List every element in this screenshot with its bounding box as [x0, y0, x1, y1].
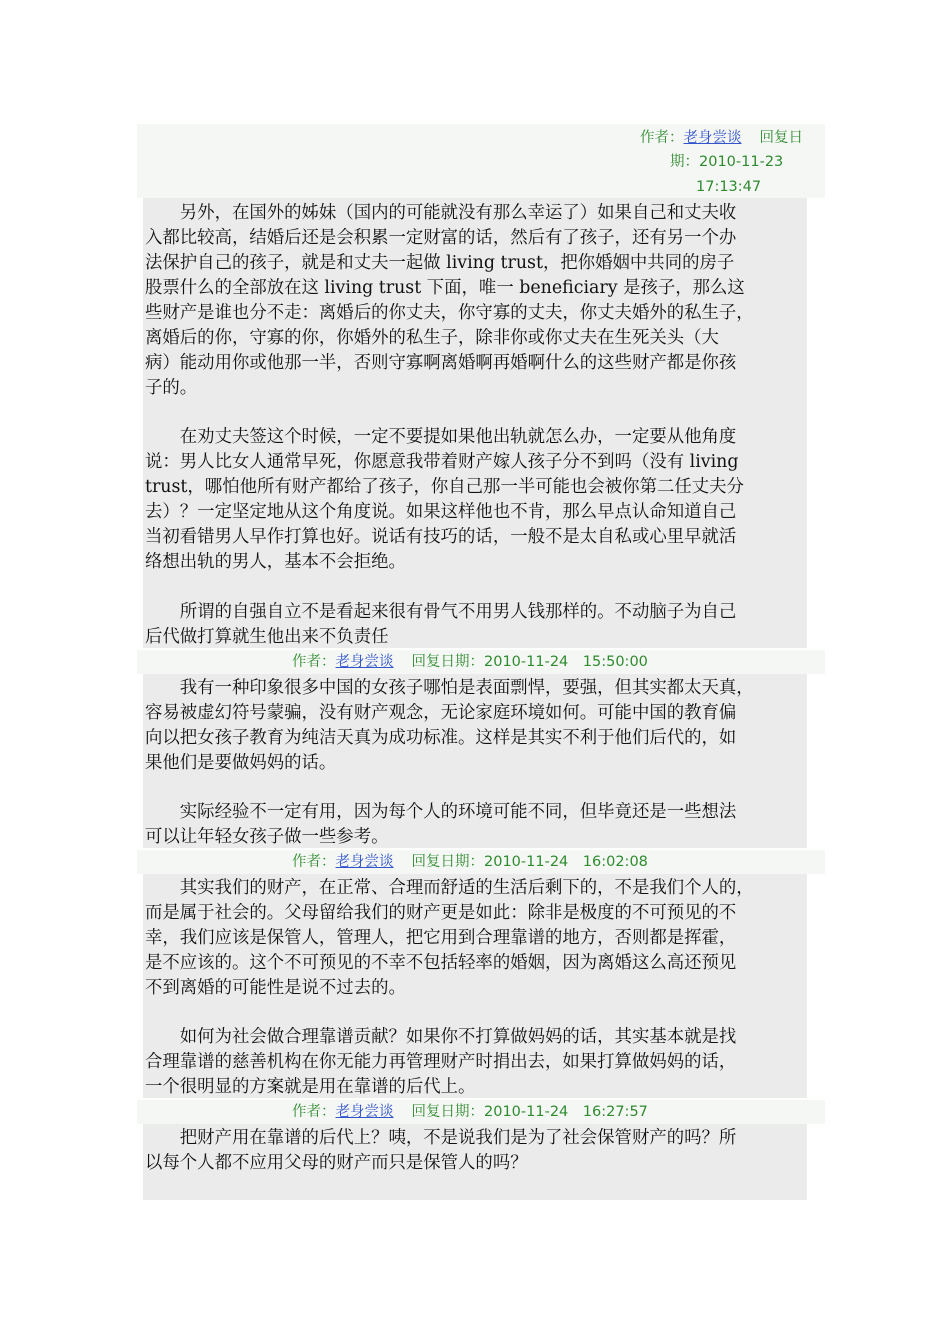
reply-paragraph	[145, 1025, 825, 1100]
author-link[interactable]: 老身尝谈	[335, 654, 394, 670]
post-meta-line-2: 期：2010-11-23	[670, 154, 784, 170]
author-prefix: 作者：	[292, 854, 336, 870]
author-link[interactable]: 老身尝谈	[335, 854, 394, 870]
author-link[interactable]: 老身尝谈	[335, 1104, 394, 1120]
text-line: 一个很明显的方案就是用在靠谱的后代上。	[145, 1077, 476, 1097]
text-line: 不到离婚的可能性是说不过去的。	[145, 978, 406, 998]
reply-meta	[292, 653, 648, 671]
text-line: 股票什么的全部放在这 living trust 下面，唯一 beneficiary 是孩子，那么这	[145, 278, 745, 298]
text-line: 以每个人都不应用父母的财产而只是保管人的吗？	[145, 1153, 528, 1173]
text-line: 说：男人比女人通常早死，你愿意我带着财产嫁人孩子分不到吗（没有 living	[145, 452, 739, 472]
post-paragraph	[145, 201, 825, 401]
text-line: 当初看错男人早作打算也好。说话有技巧的话，一般不是太自私或心里早就活	[145, 527, 737, 547]
text-line: 我有一种印象很多中国的女孩子哪怕是表面剽悍，要强，但其实都太天真，	[145, 678, 754, 698]
text-line: 入都比较高，结婚后还是会积累一定财富的话，然后有了孩子，还有另一个办	[145, 228, 737, 248]
text-line: 合理靠谱的慈善机构在你无能力再管理财产时捐出去，如果打算做妈妈的话，	[145, 1052, 737, 1072]
reply-paragraph	[145, 676, 825, 776]
post-paragraph	[145, 600, 825, 650]
text-line: 向以把女孩子教育为纯洁天真为成功标准。这样是其实不利于他们后代的，如	[145, 728, 737, 748]
text-line: 是不应该的。这个不可预见的不幸不包括轻率的婚姻，因为离婚这么高还预见	[145, 953, 737, 973]
text-line: 把财产用在靠谱的后代上？咦，不是说我们是为了社会保管财产的吗？所	[145, 1128, 737, 1148]
text-line: 另外，在国外的姊妹（国内的可能就没有那么幸运了）如果自己和丈夫收	[145, 203, 737, 223]
text-line: 后代做打算就生他出来不负责任	[145, 627, 389, 647]
text-line: 在劝丈夫签这个时候，一定不要提如果他出轨就怎么办，一定要从他角度	[145, 427, 737, 447]
author-prefix: 作者：	[292, 1104, 336, 1120]
text-line: 所谓的自强自立不是看起来很有骨气不用男人钱那样的。不动脑子为自己	[145, 602, 737, 622]
text-line: 离婚后的你，守寡的你，你婚外的私生子，除非你或你丈夫在生死关头（大	[145, 328, 719, 348]
text-line: 去）？一定坚定地从这个角度说。如果这样他也不肯，那么早点认命知道自己	[145, 502, 737, 522]
text-line: 实际经验不一定有用，因为每个人的环境可能不同，但毕竟还是一些想法	[145, 802, 737, 822]
text-line: 如何为社会做合理靠谱贡献？如果你不打算做妈妈的话，其实基本就是找	[145, 1027, 737, 1047]
reply-meta	[292, 853, 648, 871]
text-line: 子的。	[145, 378, 198, 398]
reply-date-label: 回复日期：2010-11-24 16:02:08	[411, 854, 648, 870]
text-line: 络想出轨的男人，基本不会拒绝。	[145, 552, 406, 572]
reply-paragraph	[145, 1126, 825, 1176]
author-prefix: 作者：	[640, 130, 684, 146]
reply-paragraph	[145, 876, 825, 1001]
text-line: 容易被虚幻符号蒙骗，没有财产观念，无论家庭环境如何。可能中国的教育偏	[145, 703, 737, 723]
reply-date-label: 回复日期：2010-11-24 16:27:57	[411, 1104, 648, 1120]
post-meta-line-3: 17:13:47	[696, 179, 762, 195]
text-line: trust，哪怕他所有财产都给了孩子，你自己那一半可能也会被你第二任丈夫分	[145, 477, 744, 497]
text-line: 病）能动用你或他那一半，否则守寡啊离婚啊再婚啊什么的这些财产都是你孩	[145, 353, 737, 373]
text-line: 果他们是要做妈妈的话。	[145, 753, 337, 773]
text-line: 而是属于社会的。父母留给我们的财产更是如此：除非是极度的不可预见的不	[145, 903, 737, 923]
reply-date-label: 回复日	[759, 130, 803, 146]
reply-meta	[292, 1103, 648, 1121]
text-line: 其实我们的财产，在正常、合理而舒适的生活后剩下的，不是我们个人的，	[145, 878, 754, 898]
author-prefix: 作者：	[292, 654, 336, 670]
text-line: 幸，我们应该是保管人，管理人，把它用到合理靠谱的地方，否则都是挥霍，	[145, 928, 737, 948]
post-meta-line-1	[640, 129, 803, 147]
reply-paragraph	[145, 800, 825, 850]
text-line: 法保护自己的孩子，就是和丈夫一起做 living trust，把你婚姻中共同的房子	[145, 253, 735, 273]
text-line: 可以让年轻女孩子做一些参考。	[145, 827, 389, 847]
post-paragraph	[145, 425, 825, 575]
author-link[interactable]: 老身尝谈	[683, 130, 742, 146]
text-line: 些财产是谁也分不走：离婚后的你丈夫，你守寡的丈夫，你丈夫婚外的私生子，	[145, 303, 754, 323]
reply-date-label: 回复日期：2010-11-24 15:50:00	[411, 654, 648, 670]
